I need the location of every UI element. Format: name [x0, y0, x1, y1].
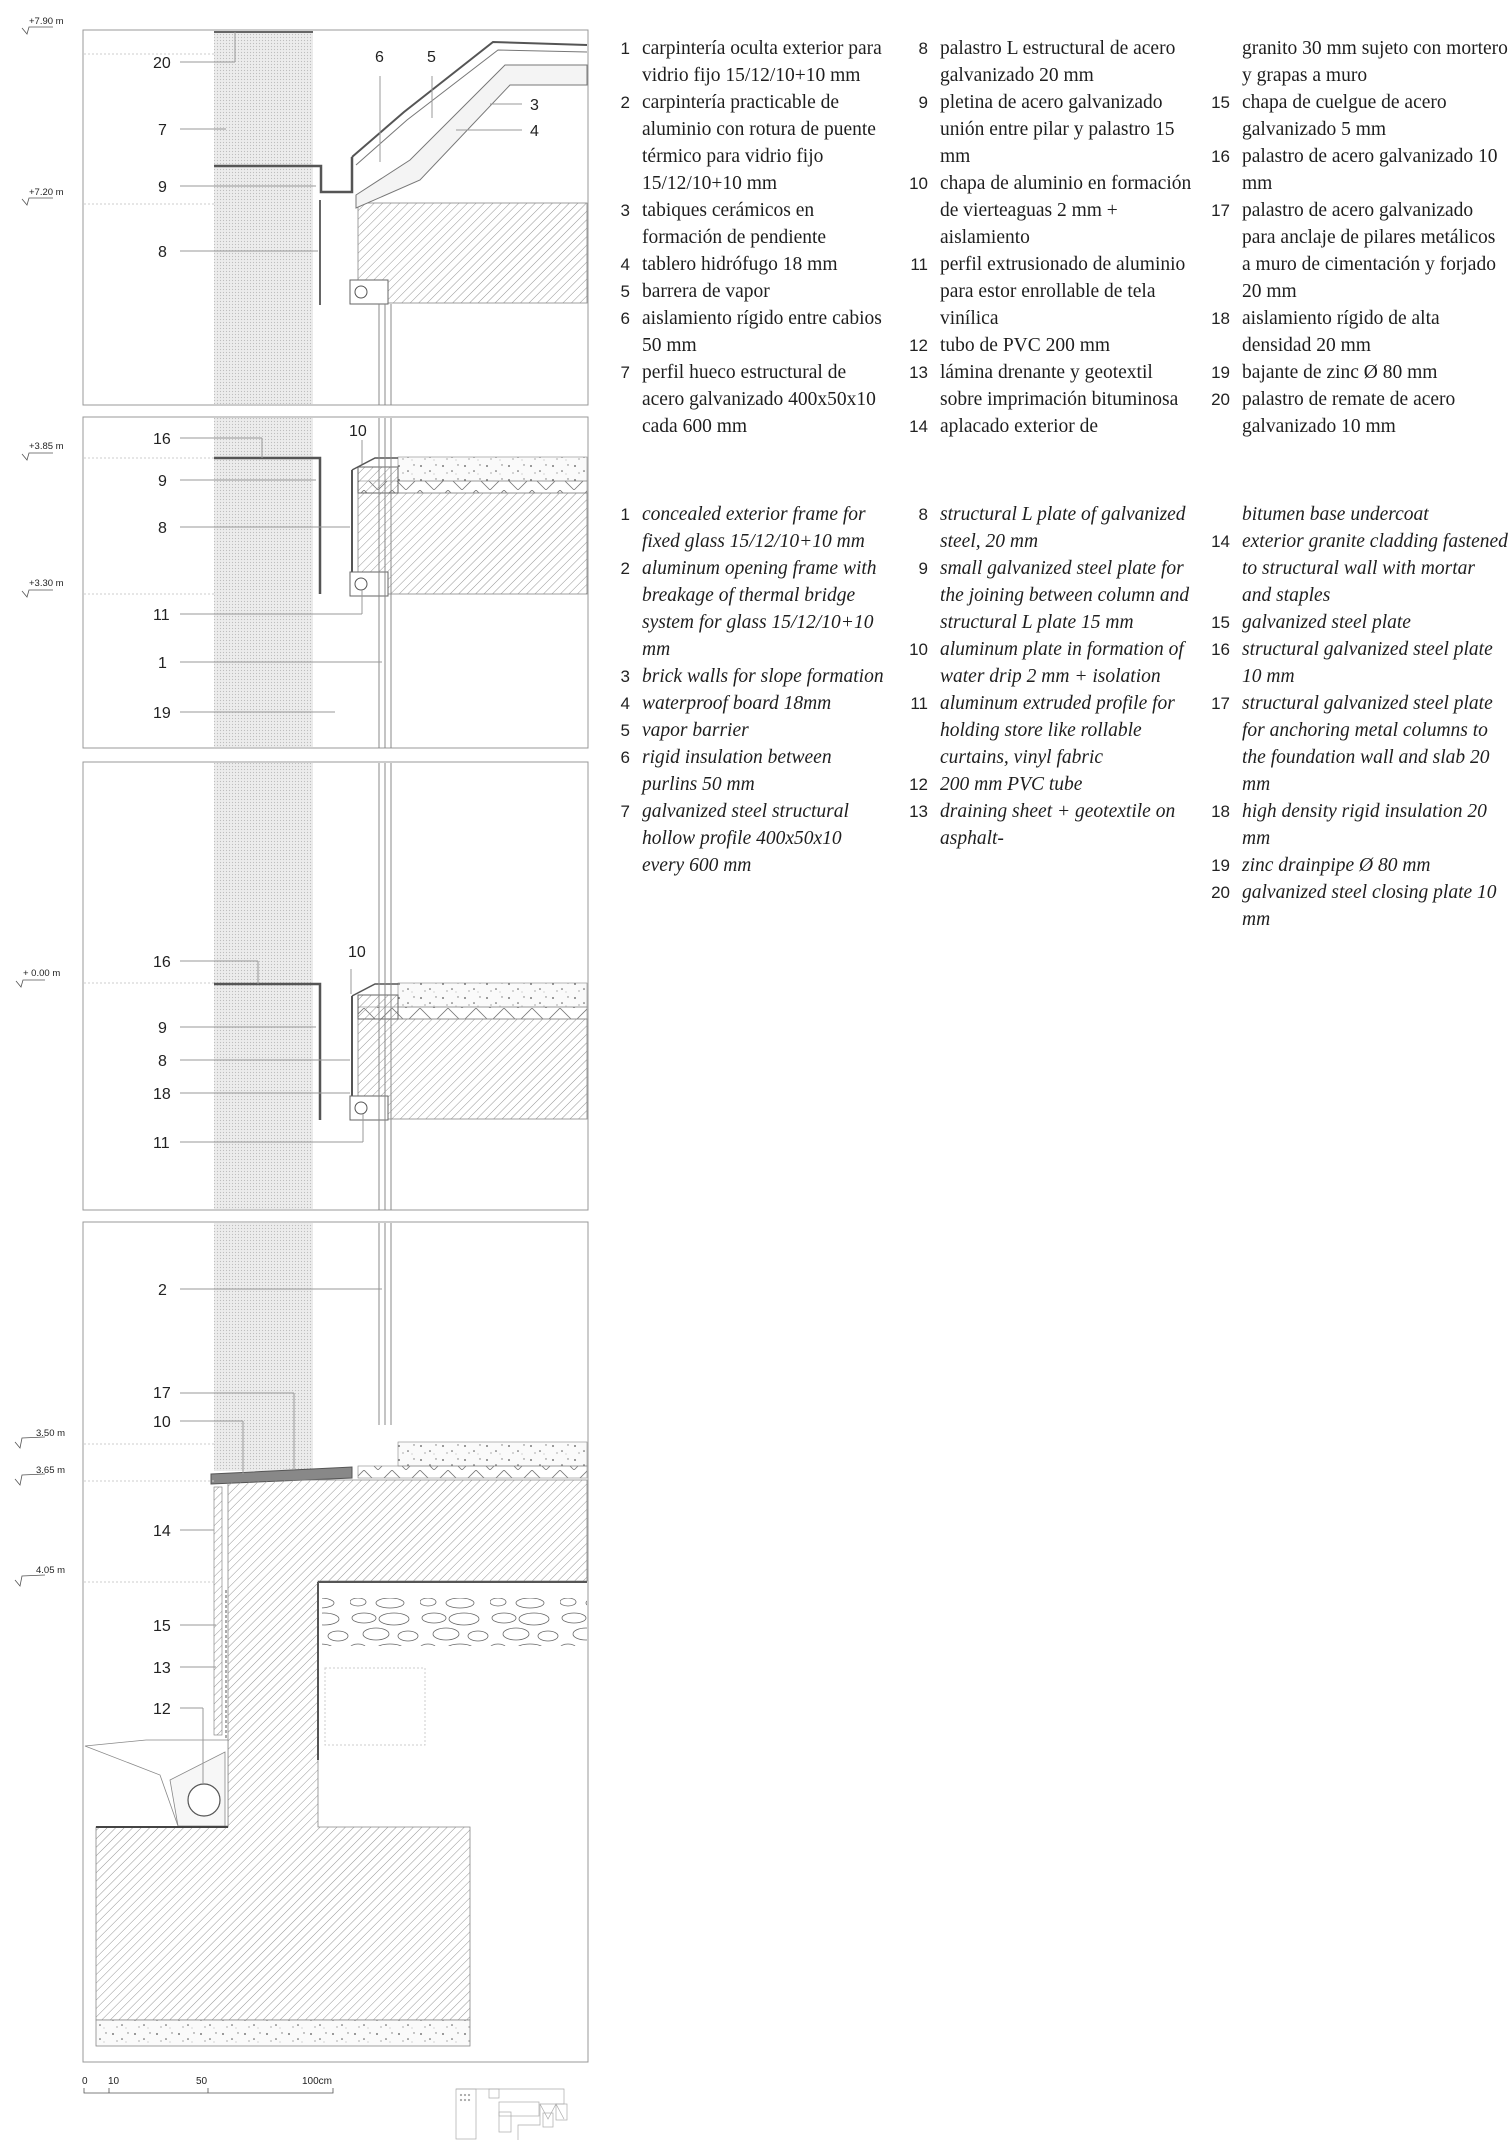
panel-foundation: [83, 1222, 588, 2062]
legend-item: 10 chapa de aluminio en formación de vierteaguas 2 mm + aislamiento: [909, 173, 1192, 248]
legend-item: 2 aluminum opening frame with breakage of thermal bridge system for glass 15/12/10+10 mm: [620, 558, 877, 660]
level-marker: [15, 1428, 65, 1448]
tag-6: 6: [375, 49, 384, 66]
scale-label: 10: [108, 2076, 120, 2087]
tag-7: 7: [158, 122, 167, 139]
tag-10: 10: [153, 1414, 171, 1431]
legend-item: 1 carpintería oculta exterior para vidrio fijo 15/12/10+10 mm: [620, 38, 882, 86]
legend-column: [1198, 35, 1508, 440]
svg-text:+7.90 m: +7.90 m: [29, 16, 64, 27]
legend-item: 13 draining sheet + geotextile on asphalt-: [909, 801, 1176, 849]
legend-item: 18 aislamiento rígido de alta densidad 20 mm: [1211, 308, 1440, 356]
level-marker: [22, 16, 64, 34]
legend-item: 4 waterproof board 18mm: [620, 693, 832, 714]
legend-item: 5 vapor barrier: [620, 720, 749, 741]
scale-label: 50: [196, 2076, 208, 2087]
legend-item: 7 perfil hueco estructural de acero galvanizado 400x50x10 cada 600 mm: [620, 362, 876, 437]
legend-item: 16 palastro de acero galvanizado 10 mm: [1211, 146, 1498, 194]
legend-item: 5 barrera de vapor: [620, 281, 770, 302]
legend-item: 20 palastro de remate de acero galvanizado 10 mm: [1211, 389, 1456, 437]
tag-4: 4: [530, 123, 539, 140]
scale-label: 100cm: [302, 2076, 333, 2087]
legend-item: 19 zinc drainpipe Ø 80 mm: [1211, 855, 1431, 876]
svg-text:3.65 m: 3.65 m: [36, 1465, 66, 1476]
tag-12: 12: [153, 1701, 171, 1718]
svg-text:3.50 m: 3.50 m: [36, 1428, 66, 1439]
legend-item: 12 200 mm PVC tube: [909, 774, 1083, 795]
legend-item: 9 pletina de acero galvanizado unión entre pilar y palastro 15 mm: [918, 92, 1175, 167]
level-marker: [16, 968, 60, 987]
legend-item: 13 lámina drenante y geotextil sobre imprimación bituminosa: [909, 362, 1179, 410]
svg-text:+3.85 m: +3.85 m: [29, 441, 64, 452]
tag-17: 17: [153, 1385, 171, 1402]
pvc-tube: [188, 1784, 220, 1816]
legend-item: 15 galvanized steel plate: [1211, 612, 1411, 633]
tag-8: 8: [158, 520, 167, 537]
legend-item: 3 brick walls for slope formation: [620, 666, 884, 687]
tag-10: 10: [349, 423, 367, 440]
tag-8: 8: [158, 1053, 167, 1070]
panel-upper-slab: [83, 417, 588, 748]
level-marker: [22, 187, 64, 205]
level-marker: [22, 578, 64, 597]
legend-item: 17 palastro de acero galvanizado para anclaje de pilares metálicos a muro de cimentación y forjado 20 mm: [1211, 200, 1496, 302]
svg-text:4.05 m: 4.05 m: [36, 1565, 66, 1576]
legend-item: 11 aluminum extruded profile for holding store like rollable curtains, vinyl fabric: [910, 693, 1175, 768]
tag-13: 13: [153, 1660, 171, 1677]
legend-item: 14 aplacado exterior de: [909, 416, 1099, 437]
panel-ground-slab: [83, 762, 588, 1210]
level-marker: [15, 1565, 65, 1586]
legend-column: [598, 501, 888, 879]
tag-18: 18: [153, 1086, 171, 1103]
tag-16: 16: [153, 431, 171, 448]
legend-item: 15 chapa de cuelgue de acero galvanizado 5 mm: [1211, 92, 1447, 140]
tag-1: 1: [158, 655, 167, 672]
legend-item: 8 palastro L estructural de acero galvanizado 20 mm: [918, 38, 1176, 86]
construction-section-drawing: [0, 0, 600, 2149]
svg-text:+ 0.00 m: + 0.00 m: [23, 968, 61, 979]
tag-5: 5: [427, 49, 436, 66]
legend-item: 3 tabiques cerámicos en formación de pendiente: [620, 200, 827, 248]
legend-item: granito 30 mm sujeto con mortero y grapas a muro: [1242, 38, 1508, 86]
legend-item: bitumen base undercoat: [1242, 504, 1429, 525]
legend-column: [598, 35, 888, 440]
legend-item: 2 carpintería practicable de aluminio con rotura de puente térmico para vidrio fijo 15/12/10+10 mm: [620, 92, 876, 194]
legend-item: 6 aislamiento rígido entre cabios 50 mm: [620, 308, 882, 356]
legend-item: 14 exterior granite cladding fastened to structural wall with mortar and staples: [1211, 531, 1508, 606]
legend-item: 7 galvanized steel structural hollow profile 400x50x10 every 600 mm: [620, 801, 849, 876]
tag-15: 15: [153, 1618, 171, 1635]
tag-11: 11: [153, 607, 170, 624]
legend-column: [1198, 501, 1508, 933]
legend-item: 20 galvanized steel closing plate 10 mm: [1211, 882, 1497, 930]
legend-item: 10 aluminum plate in formation of water drip 2 mm + isolation: [909, 639, 1184, 687]
legend-item: 6 rigid insulation between purlins 50 mm: [620, 747, 832, 795]
tag-16: 16: [153, 954, 171, 971]
legend-column: [896, 35, 1196, 440]
level-marker: [15, 1465, 65, 1485]
level-marker: [22, 441, 64, 460]
legend-item: 19 bajante de zinc Ø 80 mm: [1211, 362, 1438, 383]
tag-9: 9: [158, 179, 167, 196]
tag-9: 9: [158, 473, 167, 490]
tag-9: 9: [158, 1020, 167, 1037]
key-plan-thumbnail: [456, 2089, 567, 2140]
brick-wall-7: [214, 31, 313, 404]
scale-label: 0: [82, 2076, 88, 2087]
panel-roof: [83, 30, 588, 405]
legend-column: [896, 501, 1196, 852]
legend-item: 18 high density rigid insulation 20 mm: [1211, 801, 1487, 849]
scale-bar: [82, 2076, 333, 2093]
tag-8: 8: [158, 244, 167, 261]
legend-item: 12 tubo de PVC 200 mm: [909, 335, 1111, 356]
legend-item: 16 structural galvanized steel plate 10 mm: [1211, 639, 1493, 687]
legend-item: 8 structural L plate of galvanized steel, 20 mm: [918, 504, 1186, 552]
legend-item: 9 small galvanized steel plate for the joining between column and structural L plate 15 mm: [918, 558, 1190, 633]
tag-3: 3: [530, 97, 539, 114]
legend-item: 11 perfil extrusionado de aluminio para estor enrollable de tela vinílica: [910, 254, 1186, 329]
tag-11: 11: [153, 1135, 170, 1152]
svg-text:+3.30 m: +3.30 m: [29, 578, 64, 589]
tag-2: 2: [158, 1282, 167, 1299]
tag-20: 20: [153, 55, 171, 72]
roof-slab: [358, 203, 587, 303]
level-markers: [15, 16, 65, 1586]
tag-10: 10: [348, 944, 366, 961]
legend-item: 1 concealed exterior frame for fixed glass 15/12/10+10 mm: [620, 504, 866, 552]
svg-text:+7.20 m: +7.20 m: [29, 187, 64, 198]
legend-item: 17 structural galvanized steel plate for anchoring metal columns to the foundation wall and slab 20 mm: [1211, 693, 1493, 795]
tag-19: 19: [153, 705, 171, 722]
legend-item: 4 tablero hidrófugo 18 mm: [620, 254, 838, 275]
tag-14: 14: [153, 1523, 171, 1540]
